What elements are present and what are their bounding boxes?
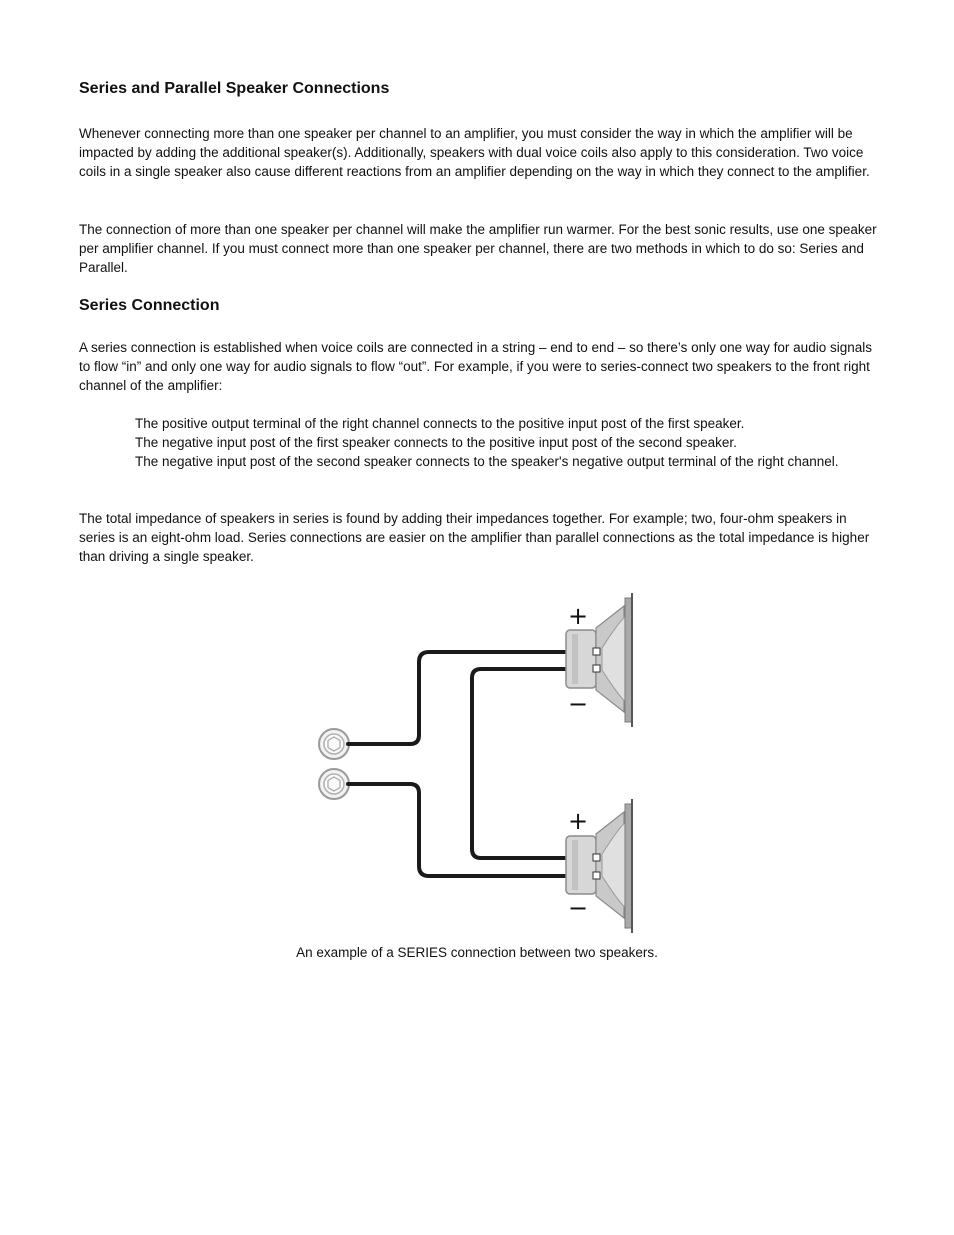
series-step: The negative input post of the second speaker connects to the speaker's negative output terminal of the right channel. — [135, 454, 839, 469]
svg-text:+: + — [567, 807, 589, 835]
svg-text:−: − — [567, 894, 589, 922]
series-step: The negative input post of the first speaker connects to the positive input post of the second speaker. — [135, 435, 737, 450]
series-definition-paragraph: A series connection is established when voice coils are connected in a string – end to end – so there’s only one way for audio signals to flow “in” and only one way for audio signals to flow “out”. For example, if you were to series-connect two speakers to the front right channel of the amplifier: — [79, 340, 872, 393]
speaker-1-icon — [566, 593, 632, 727]
series-wiring-diagram — [300, 585, 660, 940]
svg-text:−: − — [567, 690, 589, 718]
series-steps-list — [135, 414, 855, 471]
series-heading: Series Connection — [79, 297, 220, 314]
figure-caption: An example of a SERIES connection between two speakers. — [296, 945, 658, 960]
impedance-paragraph: The total impedance of speakers in series is found by adding their impedances together. For example; two, four-ohm speakers in series is an eight-ohm load. Series connections are easier on the amplifier than parallel connections as the total impedance is higher than driving a single speaker. — [79, 511, 870, 564]
intro-paragraph: Whenever connecting more than one speaker per channel to an amplifier, you must consider the way in which the amplifier will be impacted by adding the additional speaker(s). Additionally, speakers with dual voice coils also apply to this consideration. Two voice coils in a single speaker also cause different reactions from an amplifier depending on the way in which they connect to the amplifier. — [79, 126, 870, 179]
series-step: The positive output terminal of the right channel connects to the positive input post of the first speaker. — [135, 416, 745, 431]
svg-text:+: + — [567, 602, 589, 630]
amp-positive-terminal-icon — [319, 729, 349, 759]
speaker-2-icon — [566, 799, 632, 933]
main-heading: Series and Parallel Speaker Connections — [79, 80, 390, 97]
amp-negative-terminal-icon — [319, 769, 349, 799]
warning-paragraph: The connection of more than one speaker per channel will make the amplifier run warmer. For the best sonic results, use one speaker per amplifier channel. If you must connect more than one speaker per channel, there are two methods in which to do so: Series and Parallel. — [79, 222, 877, 275]
